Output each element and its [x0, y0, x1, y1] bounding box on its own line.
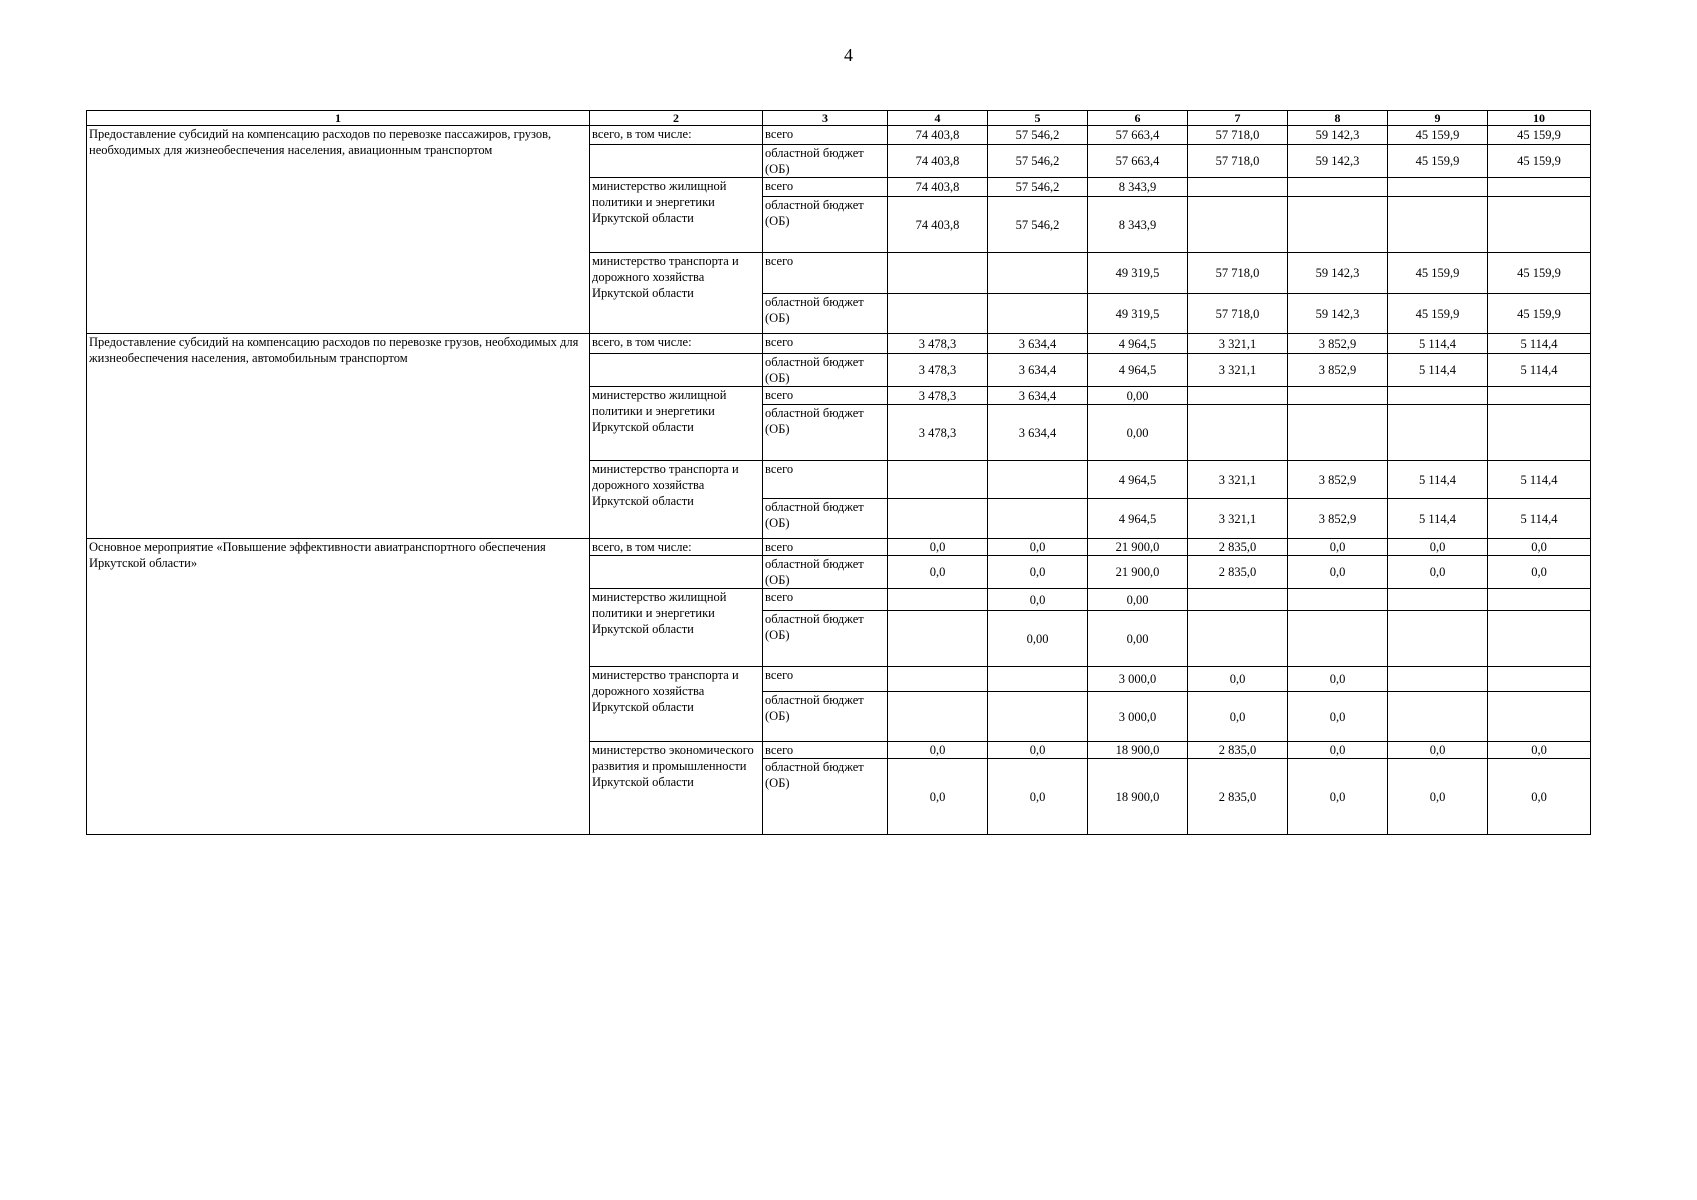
value-cell: 74 403,8 [888, 178, 988, 197]
value-cell: 0,0 [988, 556, 1088, 589]
value-cell: 0,0 [1488, 759, 1591, 835]
value-cell: 45 159,9 [1388, 294, 1488, 334]
executor-cell: министерство транспорта и дорожного хозяйства Иркутской области [590, 461, 763, 539]
value-cell [988, 253, 1088, 294]
executor-cell-empty [590, 145, 763, 178]
value-cell: 74 403,8 [888, 126, 988, 145]
value-cell: 3 478,3 [888, 334, 988, 354]
value-cell: 57 663,4 [1088, 145, 1188, 178]
value-cell [1388, 387, 1488, 405]
value-cell: 59 142,3 [1288, 126, 1388, 145]
value-cell [1188, 589, 1288, 611]
executor-cell: всего, в том числе: [590, 334, 763, 354]
value-cell: 0,0 [1288, 539, 1388, 556]
value-cell: 3 478,3 [888, 387, 988, 405]
value-cell: 0,0 [1288, 556, 1388, 589]
executor-cell-empty [590, 556, 763, 589]
value-cell: 3 852,9 [1288, 499, 1388, 539]
value-cell [988, 499, 1088, 539]
value-cell: 45 159,9 [1488, 145, 1591, 178]
header-cell: 5 [988, 111, 1088, 126]
value-cell: 3 634,4 [988, 405, 1088, 461]
source-cell: всего [763, 742, 888, 759]
value-cell [988, 692, 1088, 742]
value-cell: 0,0 [888, 539, 988, 556]
value-cell: 57 718,0 [1188, 126, 1288, 145]
source-cell: всего [763, 126, 888, 145]
value-cell [1488, 692, 1591, 742]
value-cell [1288, 405, 1388, 461]
value-cell: 0,00 [1088, 405, 1188, 461]
table-row [87, 539, 1591, 556]
value-cell: 8 343,9 [1088, 178, 1188, 197]
value-cell: 3 321,1 [1188, 354, 1288, 387]
value-cell: 45 159,9 [1488, 126, 1591, 145]
value-cell [888, 611, 988, 667]
value-cell [1388, 178, 1488, 197]
value-cell [1388, 611, 1488, 667]
value-cell [1488, 667, 1591, 692]
value-cell: 21 900,0 [1088, 539, 1188, 556]
value-cell: 0,00 [1088, 589, 1188, 611]
source-cell: областной бюджет (ОБ) [763, 759, 888, 835]
value-cell: 45 159,9 [1488, 294, 1591, 334]
executor-cell: министерство жилищной политики и энергетики Иркутской области [590, 589, 763, 667]
source-cell: областной бюджет (ОБ) [763, 556, 888, 589]
value-cell: 18 900,0 [1088, 759, 1188, 835]
value-cell: 57 546,2 [988, 126, 1088, 145]
value-cell [1488, 611, 1591, 667]
executor-cell: министерство жилищной политики и энергетики Иркутской области [590, 178, 763, 253]
source-cell: областной бюджет (ОБ) [763, 611, 888, 667]
value-cell: 0,00 [1088, 387, 1188, 405]
value-cell: 0,0 [1288, 692, 1388, 742]
table-row [87, 126, 1591, 145]
value-cell: 5 114,4 [1488, 354, 1591, 387]
value-cell [888, 253, 988, 294]
value-cell: 3 321,1 [1188, 499, 1288, 539]
value-cell: 74 403,8 [888, 145, 988, 178]
value-cell: 45 159,9 [1488, 253, 1591, 294]
source-cell: всего [763, 178, 888, 197]
value-cell: 8 343,9 [1088, 197, 1188, 253]
value-cell: 2 835,0 [1188, 556, 1288, 589]
value-cell: 3 852,9 [1288, 461, 1388, 499]
source-cell: областной бюджет (ОБ) [763, 692, 888, 742]
value-cell [1288, 387, 1388, 405]
value-cell: 74 403,8 [888, 197, 988, 253]
value-cell: 18 900,0 [1088, 742, 1188, 759]
value-cell: 5 114,4 [1388, 354, 1488, 387]
value-cell [1288, 611, 1388, 667]
source-cell: областной бюджет (ОБ) [763, 197, 888, 253]
value-cell [888, 589, 988, 611]
value-cell [1488, 405, 1591, 461]
header-cell: 7 [1188, 111, 1288, 126]
executor-cell: министерство жилищной политики и энергетики Иркутской области [590, 387, 763, 461]
value-cell [988, 294, 1088, 334]
value-cell: 57 546,2 [988, 145, 1088, 178]
value-cell: 3 321,1 [1188, 461, 1288, 499]
value-cell: 0,0 [888, 742, 988, 759]
value-cell [1488, 589, 1591, 611]
source-cell: всего [763, 334, 888, 354]
source-cell: областной бюджет (ОБ) [763, 294, 888, 334]
source-cell: всего [763, 387, 888, 405]
value-cell: 57 718,0 [1188, 253, 1288, 294]
value-cell: 0,0 [1288, 742, 1388, 759]
value-cell: 0,0 [1288, 667, 1388, 692]
value-cell: 4 964,5 [1088, 354, 1188, 387]
value-cell: 0,0 [1488, 539, 1591, 556]
value-cell: 45 159,9 [1388, 145, 1488, 178]
executor-cell: всего, в том числе: [590, 126, 763, 145]
header-cell: 10 [1488, 111, 1591, 126]
header-cell: 4 [888, 111, 988, 126]
value-cell: 3 634,4 [988, 334, 1088, 354]
value-cell [1488, 197, 1591, 253]
value-cell: 49 319,5 [1088, 294, 1188, 334]
executor-cell: всего, в том числе: [590, 539, 763, 556]
value-cell: 3 852,9 [1288, 334, 1388, 354]
header-cell: 9 [1388, 111, 1488, 126]
value-cell: 0,0 [988, 759, 1088, 835]
value-cell: 57 663,4 [1088, 126, 1188, 145]
value-cell [1188, 178, 1288, 197]
source-cell: областной бюджет (ОБ) [763, 405, 888, 461]
value-cell [1388, 405, 1488, 461]
value-cell: 0,0 [988, 742, 1088, 759]
value-cell: 45 159,9 [1388, 253, 1488, 294]
value-cell: 0,00 [988, 611, 1088, 667]
value-cell: 0,0 [888, 759, 988, 835]
value-cell [1488, 387, 1591, 405]
value-cell: 3 852,9 [1288, 354, 1388, 387]
value-cell: 3 634,4 [988, 387, 1088, 405]
executor-cell: министерство экономического развития и промышленности Иркутской области [590, 742, 763, 835]
header-cell: 6 [1088, 111, 1188, 126]
value-cell: 5 114,4 [1488, 334, 1591, 354]
value-cell [888, 294, 988, 334]
value-cell: 0,0 [1388, 759, 1488, 835]
source-cell: всего [763, 539, 888, 556]
value-cell: 4 964,5 [1088, 461, 1188, 499]
value-cell: 21 900,0 [1088, 556, 1188, 589]
value-cell: 0,00 [1088, 611, 1188, 667]
value-cell: 0,0 [1488, 556, 1591, 589]
value-cell: 0,0 [1388, 556, 1488, 589]
source-cell: областной бюджет (ОБ) [763, 499, 888, 539]
value-cell: 49 319,5 [1088, 253, 1188, 294]
value-cell: 57 546,2 [988, 178, 1088, 197]
value-cell: 3 634,4 [988, 354, 1088, 387]
value-cell [1388, 197, 1488, 253]
value-cell [988, 667, 1088, 692]
source-cell: всего [763, 461, 888, 499]
value-cell: 0,0 [1388, 742, 1488, 759]
source-cell: областной бюджет (ОБ) [763, 145, 888, 178]
value-cell: 2 835,0 [1188, 742, 1288, 759]
value-cell: 2 835,0 [1188, 539, 1288, 556]
value-cell: 57 718,0 [1188, 145, 1288, 178]
executor-cell: министерство транспорта и дорожного хозяйства Иркутской области [590, 253, 763, 334]
value-cell [888, 667, 988, 692]
value-cell [1388, 667, 1488, 692]
value-cell: 0,0 [1188, 667, 1288, 692]
value-cell [1188, 405, 1288, 461]
value-cell [888, 461, 988, 499]
value-cell: 0,0 [1288, 759, 1388, 835]
value-cell: 3 000,0 [1088, 692, 1188, 742]
value-cell: 0,0 [1388, 539, 1488, 556]
value-cell: 3 478,3 [888, 405, 988, 461]
value-cell: 59 142,3 [1288, 145, 1388, 178]
measure-title: Основное мероприятие «Повышение эффективности авиатранспортного обеспечения Иркутской области» [87, 539, 590, 835]
source-cell: всего [763, 253, 888, 294]
value-cell [1288, 197, 1388, 253]
value-cell [1288, 178, 1388, 197]
budget-table [86, 110, 1591, 835]
value-cell: 59 142,3 [1288, 253, 1388, 294]
value-cell [1188, 197, 1288, 253]
value-cell [888, 692, 988, 742]
page-number: 4 [844, 45, 853, 65]
value-cell [1288, 589, 1388, 611]
value-cell: 5 114,4 [1488, 499, 1591, 539]
measure-title: Предоставление субсидий на компенсацию расходов по перевозке пассажиров, грузов, необходимых для жизнеобеспечения населения, авиационным транспортом [87, 126, 590, 334]
value-cell: 4 964,5 [1088, 499, 1188, 539]
value-cell: 3 321,1 [1188, 334, 1288, 354]
executor-cell: министерство транспорта и дорожного хозяйства Иркутской области [590, 667, 763, 742]
header-row [87, 111, 1591, 126]
executor-cell-empty [590, 354, 763, 387]
value-cell: 3 000,0 [1088, 667, 1188, 692]
header-cell: 8 [1288, 111, 1388, 126]
value-cell: 3 478,3 [888, 354, 988, 387]
value-cell [1188, 611, 1288, 667]
measure-title: Предоставление субсидий на компенсацию расходов по перевозке грузов, необходимых для жизнеобеспечения населения, автомобильным транспортом [87, 334, 590, 539]
value-cell: 5 114,4 [1388, 499, 1488, 539]
value-cell: 45 159,9 [1388, 126, 1488, 145]
source-cell: всего [763, 589, 888, 611]
value-cell: 5 114,4 [1388, 334, 1488, 354]
table-row [87, 334, 1591, 354]
source-cell: всего [763, 667, 888, 692]
value-cell: 57 718,0 [1188, 294, 1288, 334]
value-cell: 2 835,0 [1188, 759, 1288, 835]
value-cell: 5 114,4 [1388, 461, 1488, 499]
value-cell [1388, 692, 1488, 742]
value-cell: 57 546,2 [988, 197, 1088, 253]
value-cell [1188, 387, 1288, 405]
value-cell [1488, 178, 1591, 197]
value-cell: 4 964,5 [1088, 334, 1188, 354]
header-cell: 1 [87, 111, 590, 126]
header-cell: 2 [590, 111, 763, 126]
source-cell: областной бюджет (ОБ) [763, 354, 888, 387]
value-cell [888, 499, 988, 539]
value-cell: 0,0 [888, 556, 988, 589]
value-cell [988, 461, 1088, 499]
value-cell: 0,0 [988, 589, 1088, 611]
value-cell [1388, 589, 1488, 611]
header-cell: 3 [763, 111, 888, 126]
value-cell: 0,0 [1188, 692, 1288, 742]
value-cell: 0,0 [1488, 742, 1591, 759]
value-cell: 0,0 [988, 539, 1088, 556]
value-cell: 5 114,4 [1488, 461, 1591, 499]
value-cell: 59 142,3 [1288, 294, 1388, 334]
